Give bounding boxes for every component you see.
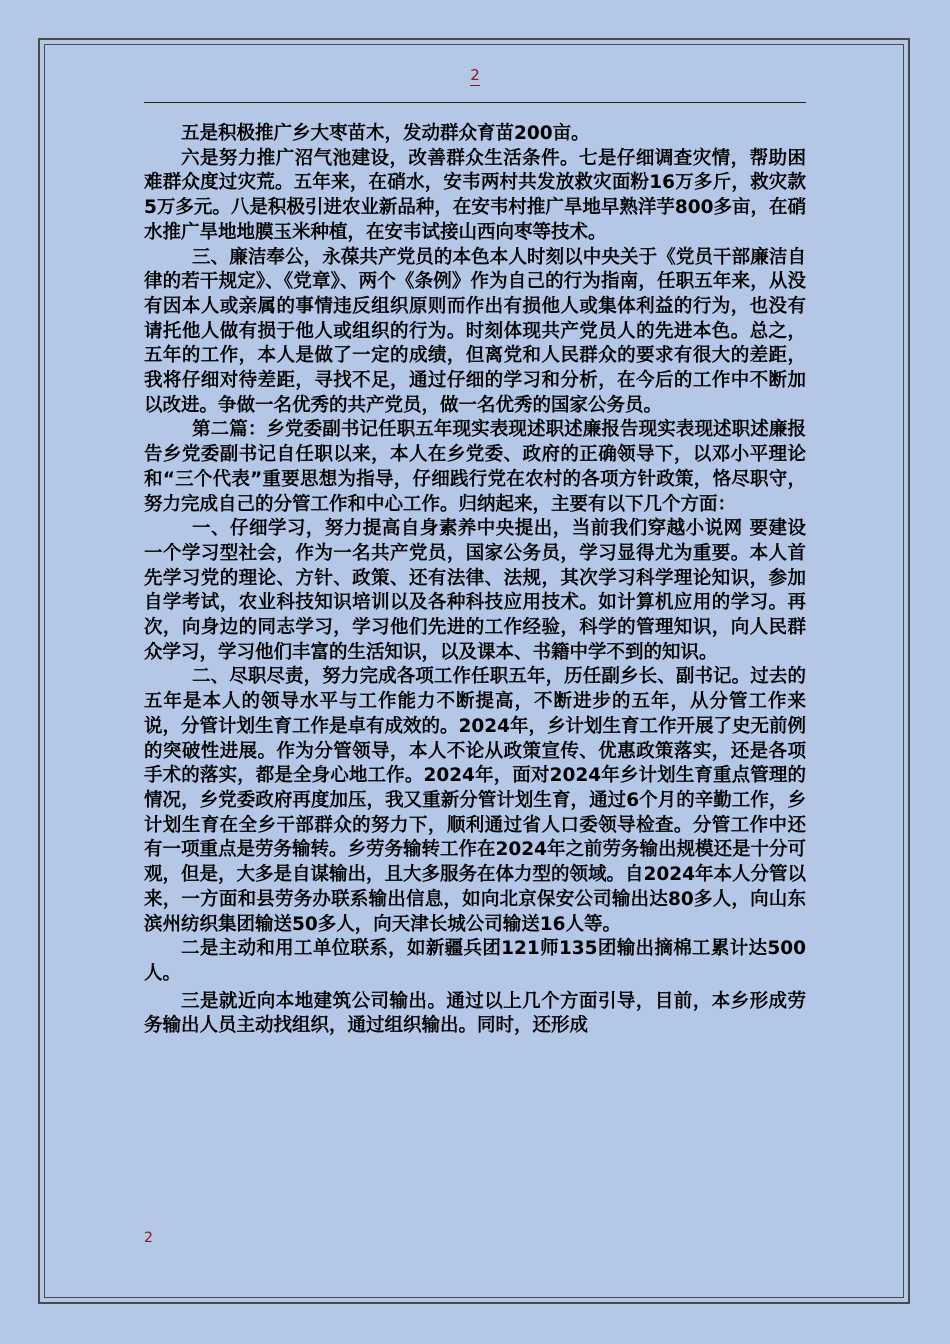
paragraph: 一、仔细学习，努力提高自身素养中央提出，当前我们穿越小说网 要建设一个学习型社会，作为一名共产党员，国家公务员，学习显得尤为重要。本人首先学习党的理论、方针、政策、还有法律、法规，其次学习科学理论知识，参加自学考试，农业科技知识培训以及各种科技应用技术。如计算机应用的学习。再次，向身边的同志学习，学习他们先进的工作经验，科学的管理知识，向人民群众学习，学习他们丰富的生活知识，以及课本、书籍中学不到的知识。 xyxy=(144,518,806,663)
paragraph: 三、廉洁奉公，永葆共产党员的本色本人时刻以中央关于《党员干部廉洁自律的若干规定》、《党章》、两个《条例》作为自己的行为指南，任职五年来，从没有因本人或亲属的事情违反组织原则而作出有损他人或集体利益的行为，也没有请托他人做有损于他人或组织的行为。时刻体现共产党员人的先进本色。总之，五年的工作，本人是做了一定的成绩，但离党和人民群众的要求有很大的差距，我将仔细对待差距，寻找不足，通过仔细的学习和分析，在今后的工作中不断加以改进。争做一名优秀的共产党员，做一名优秀的国家公务员。 xyxy=(144,246,806,416)
paragraph: 三是就近向本地建筑公司输出。通过以上几个方面引导，目前，本乡形成劳务输出人员主动找组织，通过组织输出。同时，还形成 xyxy=(144,990,806,1037)
paragraph: 二、尽职尽责，努力完成各项工作任职五年，历任副乡长、副书记。过去的五年是本人的领导水平与工作能力不断提高，不断进步的五年，从分管工作来说，分管计划生育工作是卓有成效的。2024年，乡计划生育工作开展了史无前例的突破性进展。作为分管领导，本人不论从政策宣传、优惠政策落实，还是各项手术的落实，都是全身心地工作。2024年，面对2024年乡计划生育重点管理的情况，乡党委政府再度加压，我又重新分管计划生育，通过6个月的辛勤工作，乡计划生育在全乡干部群众的努力下，顺利通过省人口委领导检查。分管工作中还有一项重点是劳务输转。乡劳务输转工作在2024年之前劳务输出规模还是十分可观，但是，大多是自谋输出，且大多服务在体力型的领域。自2024年本人分管以来，一方面和县劳务办联系输出信息，如向北京保安公司输出达80多人，向山东滨州纺织集团输送50多人，向天津长城公司输送16人等。 xyxy=(144,666,806,935)
document-body xyxy=(144,122,806,1039)
paragraph: 五是积极推广乡大枣苗木，发动群众育苗200亩。 xyxy=(181,123,590,144)
paragraph: 二是主动和用工单位联系，如新疆兵团121师135团输出摘棉工累计达500人。 xyxy=(144,938,806,984)
header-rule xyxy=(144,102,806,103)
header-page-number: 2 xyxy=(470,66,480,84)
footer-page-number: 2 xyxy=(144,1230,153,1246)
paragraph: 六是努力推广沼气池建设，改善群众生活条件。七是仔细调查灾情，帮助困难群众度过灾荒。五年来，在硝水，安韦两村共发放救灾面粉16万多斤，救灾款5万多元。八是积极引进农业新品种，在安韦村推广旱地早熟洋芋800多亩，在硝水推广旱地地膜玉米种植，在安韦试接山西向枣等技术。 xyxy=(144,147,806,243)
paragraph: 第二篇：乡党委副书记任职五年现实表现述职述廉报告现实表现述职述廉报告乡党委副书记自任职以来，本人在乡党委、政府的正确领导下，以邓小平理论和“三个代表”重要思想为指导，仔细践行党在农村的各项方针政策，恪尽职守，努力完成自己的分管工作和中心工作。归纳起来，主要有以下几个方面： xyxy=(144,419,806,515)
